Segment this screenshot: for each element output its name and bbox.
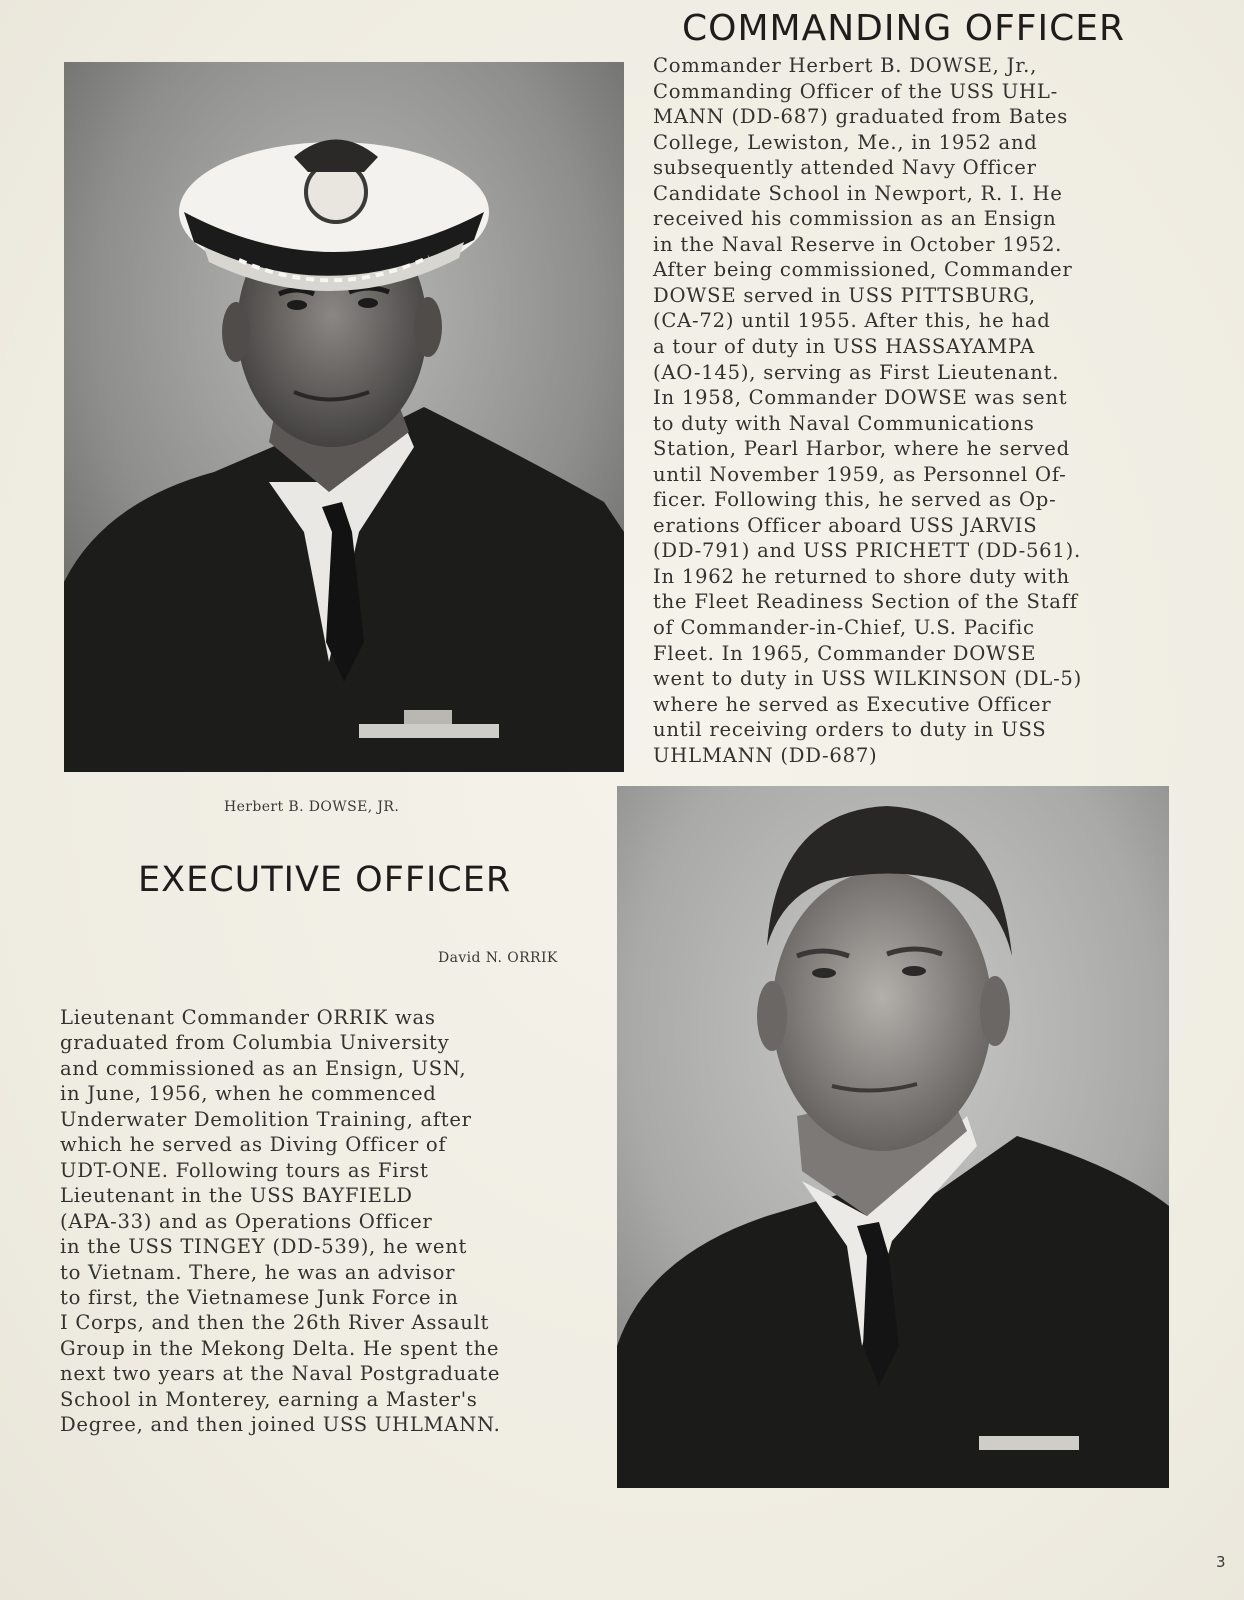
page-number: 3: [1216, 1553, 1226, 1571]
commanding-officer-portrait: [64, 62, 624, 772]
commanding-officer-heading: COMMANDING OFFICER: [682, 8, 1126, 49]
executive-officer-heading: EXECUTIVE OFFICER: [138, 860, 512, 900]
executive-officer-biography: Lieutenant Commander ORRIK was graduated from Columbia University and commissioned as an Ensign, USN, in June, 1956, when he commenced Underwater Demolition Training, after which he served as Diving Officer of UDT-ONE. Following tours as First Lieutenant in the USS BAYFIELD (APA-33) and as Operations Officer in the USS TINGEY (DD-539), he went to Vietnam. There, he was an advisor to first, the Vietnamese Junk Force in I Corps, and then the 26th River Assault Group in the Mekong Delta. He spent the next two years at the Naval Postgraduate School in Monterey, earning a Master's Degree, and then joined USS UHLMANN.: [60, 1006, 501, 1437]
portrait-photo-image: [64, 62, 624, 772]
portrait-photo-image: [617, 786, 1169, 1488]
commanding-officer-biography: Commander Herbert B. DOWSE, Jr., Commanding Officer of the USS UHL- MANN (DD-687) graduated from Bates College, Lewiston, Me., in 1952 and subsequently attended Navy Officer Candidate School in Newport, R. I. He received his commission as an Ensign in the Naval Reserve in October 1952. After being commissioned, Commander DOWSE served in USS PITTSBURG, (CA-72) until 1955. After this, he had a tour of duty in USS HASSAYAMPA (AO-145), serving as First Lieutenant. In 1958, Commander DOWSE was sent to duty with Naval Communications Station, Pearl Harbor, where he served until November 1959, as Personnel Of- ficer. Following this, he served as Op- erations Officer aboard USS JARVIS (DD-791) and USS PRICHETT (DD-561). In 1962 he returned to shore duty with the Fleet Readiness Section of the Staff of Commander-in-Chief, U.S. Pacific Fleet. In 1965, Commander DOWSE went to duty in USS WILKINSON (DL-5) where he served as Executive Officer until receiving orders to duty in USS UHLMANN (DD-687): [653, 54, 1083, 767]
executive-officer-portrait: [617, 786, 1169, 1488]
commanding-officer-photo-caption: Herbert B. DOWSE, JR.: [224, 799, 400, 815]
executive-officer-photo-caption: David N. ORRIK: [438, 950, 558, 966]
